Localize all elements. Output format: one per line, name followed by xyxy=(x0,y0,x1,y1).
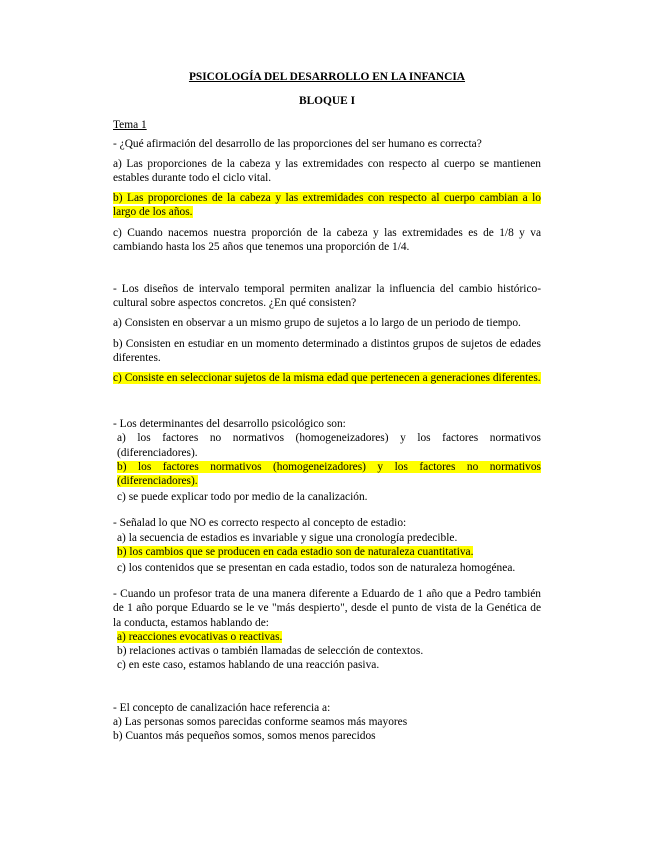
answer-option: c) los contenidos que se presentan en cada estadio, todos son de naturaleza homogénea. xyxy=(117,562,516,575)
question-text: - Señalad lo que NO es correcto respecto al concepto de estadio: xyxy=(113,517,407,530)
highlight-mark: b) Las proporciones de la cabeza y las extremidades con respecto al cuerpo cambian a lo largo de los años. xyxy=(113,192,541,219)
question-text: - ¿Qué afirmación del desarrollo de las proporciones del ser humano es correcta? xyxy=(113,137,482,150)
answer-option-highlighted xyxy=(113,630,541,644)
question-text: - El concepto de canalización hace referencia a: xyxy=(113,701,331,714)
question-block-4 xyxy=(113,516,541,575)
document-body xyxy=(113,70,541,743)
answer-option: a) la secuencia de estadios es invariable y sigue una cronología predecible. xyxy=(117,531,458,544)
answer-option: b) Cuantos más pequeños somos, somos menos parecidos xyxy=(113,729,376,742)
topic-heading: Tema 1 xyxy=(113,119,147,132)
question-block-1 xyxy=(113,137,541,254)
answer-option: c) en este caso, estamos hablando de una reacción pasiva. xyxy=(117,659,380,672)
question-block-5 xyxy=(113,587,541,672)
question-block-3 xyxy=(113,417,541,504)
highlight-mark: b) los factores normativos (homogeneizadores) y los factores no normativos (diferenciadores). xyxy=(117,460,541,488)
question-text: - Los diseños de intervalo temporal permiten analizar la influencia del cambio histórico-cultural sobre aspectos concretos. ¿En qué consisten? xyxy=(113,283,541,310)
highlight-mark: c) Consiste en seleccionar sujetos de la misma edad que pertenecen a generaciones diferentes. xyxy=(113,372,541,385)
answer-option: a) Las personas somos parecidas conforme seamos más mayores xyxy=(113,715,408,728)
question-block-2 xyxy=(113,282,541,385)
answer-option-highlighted xyxy=(113,371,541,385)
question-text: - Los determinantes del desarrollo psicológico son: xyxy=(113,418,346,431)
highlight-mark: b) los cambios que se producen en cada estadio son de naturaleza cuantitativa. xyxy=(117,545,474,558)
answer-option-highlighted xyxy=(113,460,541,488)
answer-option: c) se puede explicar todo por medio de la canalización. xyxy=(117,491,368,504)
answer-option-highlighted xyxy=(113,191,541,219)
answer-option-highlighted xyxy=(113,545,541,559)
document-title: PSICOLOGÍA DEL DESARROLLO EN LA INFANCIA xyxy=(188,71,466,83)
highlight-mark: a) reacciones evocativas o reactivas. xyxy=(117,630,283,643)
answer-option: a) Las proporciones de la cabeza y las extremidades con respecto al cuerpo se mantienen estables durante todo el ciclo vital. xyxy=(113,157,541,185)
answer-option: a) los factores no normativos (homogeneizadores) y los factores normativos (diferenciadores). xyxy=(117,432,541,459)
answer-option: b) relaciones activas o también llamadas de selección de contextos. xyxy=(117,645,424,658)
question-text: - Cuando un profesor trata de una manera diferente a Eduardo de 1 año que a Pedro también de 1 año porque Eduardo se le ve "más despierto", desde el punto de vista de la Genética de la conducta, estamos hablando de: xyxy=(113,588,541,629)
answer-option: a) Consisten en observar a un mismo grupo de sujetos a lo largo de un periodo de tiempo. xyxy=(113,317,521,330)
document-subtitle: BLOQUE I xyxy=(298,95,356,108)
answer-option: b) Consisten en estudiar en un momento determinado a distintos grupos de sujetos de edades diferentes. xyxy=(113,337,541,364)
question-block-6 xyxy=(113,701,541,744)
answer-option: c) Cuando nacemos nuestra proporción de la cabeza y las extremidades es de 1/8 y va cambiando hasta los 25 años que tenemos una proporción de 1/4. xyxy=(113,226,541,253)
